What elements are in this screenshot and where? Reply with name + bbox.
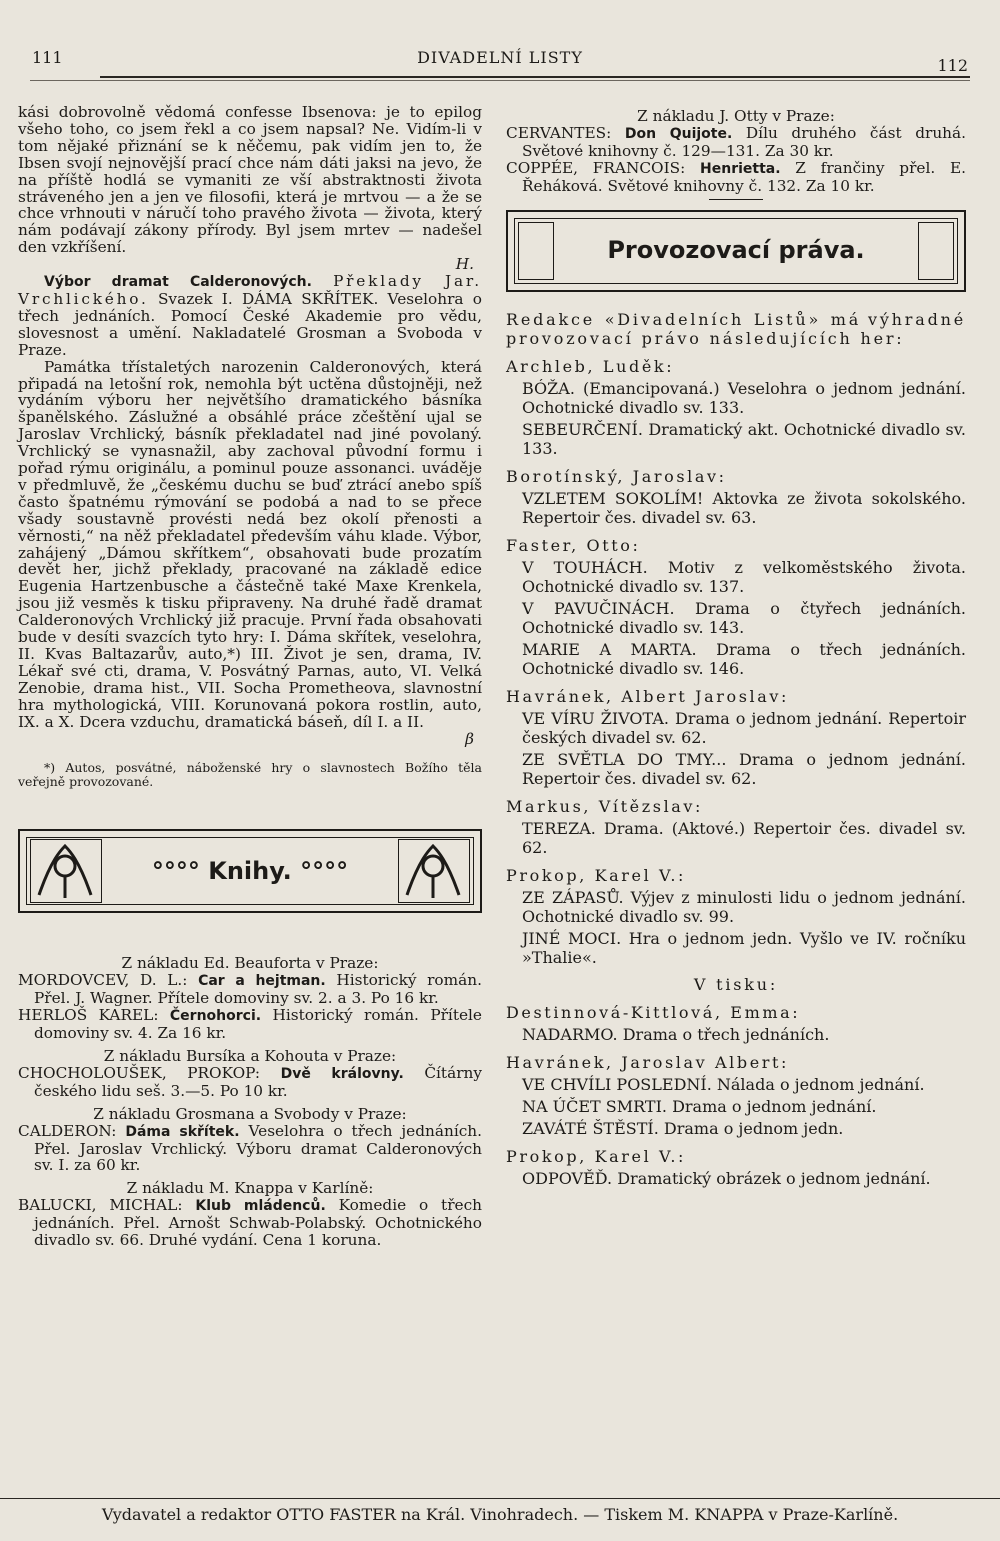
imprint-footer: Vydavatel a redaktor OTTO FASTER na Král. Vinohradech. — Tiskem M. KNAPPA v Praze-Karlíně.	[0, 1498, 1000, 1524]
author-name: Prokop, Karel V.:	[506, 865, 687, 885]
play-entry: V PAVUČINÁCH. Drama o čtyřech jednáních. Ochotnické divadlo sv. 143.	[522, 598, 966, 637]
book-entry: HERLOŠ KAREL: Černohorci. Historický román. Přítele domoviny sv. 4. Za 16 kr.	[18, 1006, 482, 1043]
author-block	[506, 797, 966, 857]
ornament-icon	[518, 222, 554, 280]
essay-signature: H.	[455, 255, 474, 274]
review-title: Výbor dramat Calderonových.	[44, 274, 312, 291]
author-block	[506, 536, 966, 678]
book-entry: BALUCKI, MICHAL: Klub mládenců. Komedie o třech jednáních. Přel. Arnošt Schwab-Polabský. Ochotnického divadlo sv. 66. Druhé vydání. Cena 1 koruna.	[18, 1196, 482, 1250]
author-name: Prokop, Karel V.:	[506, 1146, 687, 1166]
play-entry: SEBEURČENÍ. Dramatický akt. Ochotnické divadlo sv. 133.	[522, 419, 966, 458]
in-print-heading: V tisku:	[693, 974, 779, 994]
page-number-right: 112	[937, 56, 968, 75]
play-entry: BÓŽA. (Emancipovaná.) Veselohra o jednom jednání. Ochotnické divadlo sv. 133.	[522, 378, 966, 417]
review-lead-c: Svazek I. DÁMA SKŘÍTEK. Veselohra o třech jednáních. Pomocí České Akademie pro vědu, slovesnost a umění. Nakladatelé Grosman a Svoboda v Praze.	[18, 289, 482, 359]
review-lead-b: Jar. Vrchlického.	[18, 272, 482, 308]
author-block	[506, 467, 966, 527]
author-block	[506, 687, 966, 788]
play-entry: NADARMO. Drama o třech jednáních.	[522, 1024, 830, 1044]
review-heading	[18, 273, 482, 359]
play-entry: VZLETEM SOKOLÍM! Aktovka ze života sokolského. Repertoir čes. divadel sv. 63.	[522, 488, 966, 527]
book-entry: COPPÉE, FRANCOIS: Henrietta. Z frančiny přel. E. Řeháková. Světové knihovny č. 132. Za 10 kr.	[506, 158, 966, 195]
play-entry: JINÉ MOCI. Hra o jednom jedn. Vyšlo ve IV. ročníku »Thalie«.	[522, 928, 966, 967]
play-entry: ODPOVĚĎ. Dramatický obrázek o jednom jednání.	[522, 1168, 931, 1188]
separator	[709, 199, 763, 200]
review-signature: β	[465, 729, 474, 748]
provozovaci-title: Provozovací práva.	[597, 242, 874, 259]
play-entry: ZE ZÁPASŮ. Výjev z minulosti lidu o jednom jednání. Ochotnické divadlo sv. 99.	[522, 887, 966, 926]
review-lead-a: Překlady	[333, 272, 424, 291]
publisher: Z nákladu M. Knappa v Karlíně:	[126, 1179, 374, 1198]
author-block	[506, 866, 966, 967]
running-title: DIVADELNÍ LISTY	[417, 48, 583, 67]
author-name: Archleb, Luděk:	[506, 356, 675, 376]
footnote: *) Autos, posvátné, náboženské hry o slavnostech Božího těla veřejně provozované.	[18, 760, 482, 790]
author-name: Borotínský, Jaroslav:	[506, 466, 727, 486]
author-name: Havránek, Albert Jaroslav:	[506, 686, 790, 706]
publisher: Z nákladu J. Otty v Praze:	[637, 107, 835, 125]
play-entry: ZAVÁTÉ ŠTĚSTÍ. Drama o jednom jedn.	[522, 1118, 844, 1138]
play-entry: MARIE A MARTA. Drama o třech jednáních. Ochotnické divadlo sv. 146.	[522, 639, 966, 678]
play-entry: NA ÚČET SMRTI. Drama o jednom jednání.	[522, 1096, 877, 1116]
author-name: Faster, Otto:	[506, 535, 641, 555]
flower-ornament-icon	[398, 839, 470, 903]
right-column	[506, 102, 966, 1188]
publisher: Z nákladu Ed. Beauforta v Praze:	[121, 954, 379, 973]
author-name: Destinnová-Kittlová, Emma:	[506, 1002, 801, 1022]
author-block	[506, 1003, 966, 1044]
play-entry: ZE SVĚTLA DO TMY... Drama o jednom jednání. Repertoir čes. divadel sv. 62.	[522, 749, 966, 788]
play-entry: VE VÍRU ŽIVOTA. Drama o jednom jednání. Repertoir českých divadel sv. 62.	[522, 708, 966, 747]
essay-text: kási dobrovolně vědomá confesse Ibsenova: je to epilog všeho toho, co jsem řekl a co jsem napsal? Ne. Vidím-li v tom nějaké přiznání se k něčemu, pak vidím jen to, že Ibsen svojí nejnovější prací chce nám dáti jaksi na jevo, že na příště hodlá se vymaniti ze vší abstraktnosti života stráveného jen a jen ve filosofii, která je mrtvou — a že se chce vrhnouti v náručí toho pravého života — života, který nám podávají zákony přírody. Byl jsem mrtev — nadešel den vzkříšení.	[18, 103, 482, 257]
book-entry: CALDERON: Dáma skřítek. Veselohra o třech jednáních. Přel. Jaroslav Vrchlický. Výboru dramat Calderonových sv. I. za 60 kr.	[18, 1121, 482, 1175]
flower-ornament-icon	[30, 839, 102, 903]
knihy-banner	[18, 829, 482, 913]
author-block	[506, 1053, 966, 1138]
review-body: Památka třístaletých narozenin Calderonových, která připadá na letošní rok, nemohla být uctěna důstojněji, než vydáním výboru her největšího dramatického básníka španělského. Záslužné a obsáhlé práce zčeštění ujal se Jaroslav Vrchlický, básník překladatel nad jiné povolaný. Vrchlický se vynasnažil, aby zachoval původní formu i pořad rýmu originálu, a pominul pouze assonanci. uváděje v předmluvě, že „českému duchu se buď ztrácí anebo spíš často špatnému rýmování se podobá a nad to se přece všady soustavně provésti nedá bez okolí přenosti a věrnosti,“ na něž překladatel především váhu klade. Výbor, zahájený „Dámou skřítkem“, obsahovati bude prozatím devět her, jichž překlady, pracované na základě edice Eugenia Hartzenbusche a částečně také Maxe Krenkela, jsou již vesměs k tisku připraveny. Na druhé řadě dramat Calderonových Vrchlický již pracuje. První řada obsahovati bude v desíti svazcích tyto hry: I. Dáma skřítek, veselohra, II. Kvas Baltazarův, auto,*) III. Život je sen, drama, IV. Lékař své cti, drama, V. Posvátný Parnas, auto, VI. Velká Zenobie, drama hist., VII. Socha Prometheova, slavnostní hra mythologická, VIII. Korunovaná pokora rostlin, auto, IX. a X. Dcera vzduchu, dramatická báseň, díl I. a II.	[18, 357, 482, 731]
book-section	[18, 955, 482, 1249]
book-entry: CHOCHOLOUŠEK, PROKOP: Dvě královny. Čítárny českého lidu seš. 3.—5. Po 10 kr.	[18, 1063, 482, 1100]
play-entry: VE CHVÍLI POSLEDNÍ. Nálada o jednom jednání.	[522, 1074, 925, 1094]
publisher: Z nákladu Grosmana a Svobody v Praze:	[93, 1104, 407, 1123]
author-name: Havránek, Jaroslav Albert:	[506, 1052, 790, 1072]
knihy-title: °°°° Knihy. °°°°	[142, 863, 358, 880]
book-entry: MORDOVCEV, D. L.: Car a hejtman. Historický román. Přel. J. Wagner. Přítele domoviny sv. 2. a 3. Po 16 kr.	[18, 971, 482, 1008]
left-column	[18, 104, 482, 1249]
ornament-icon	[918, 222, 954, 280]
author-block	[506, 1147, 966, 1188]
author-block	[506, 357, 966, 458]
publisher: Z nákladu Bursíka a Kohouta v Praze:	[103, 1046, 397, 1065]
play-entry: TEREZA. Drama. (Aktové.) Repertoir čes. divadel sv. 62.	[522, 818, 966, 857]
book-entry: CERVANTES: Don Quijote. Dílu druhého část druhá. Světové knihovny č. 129—131. Za 30 kr.	[506, 123, 967, 160]
page-number-left: 111	[32, 48, 63, 67]
author-name: Markus, Vítězslav:	[506, 796, 704, 816]
rights-notice: Redakce «Divadelních Listů» má výhradné provozovací právo následujících her:	[506, 309, 966, 348]
provozovaci-banner	[506, 210, 966, 292]
play-entry: V TOUHÁCH. Motiv z velkoměstského života. Ochotnické divadlo sv. 137.	[522, 557, 966, 596]
header-rule	[100, 76, 970, 78]
header-rule-thin	[30, 80, 970, 81]
